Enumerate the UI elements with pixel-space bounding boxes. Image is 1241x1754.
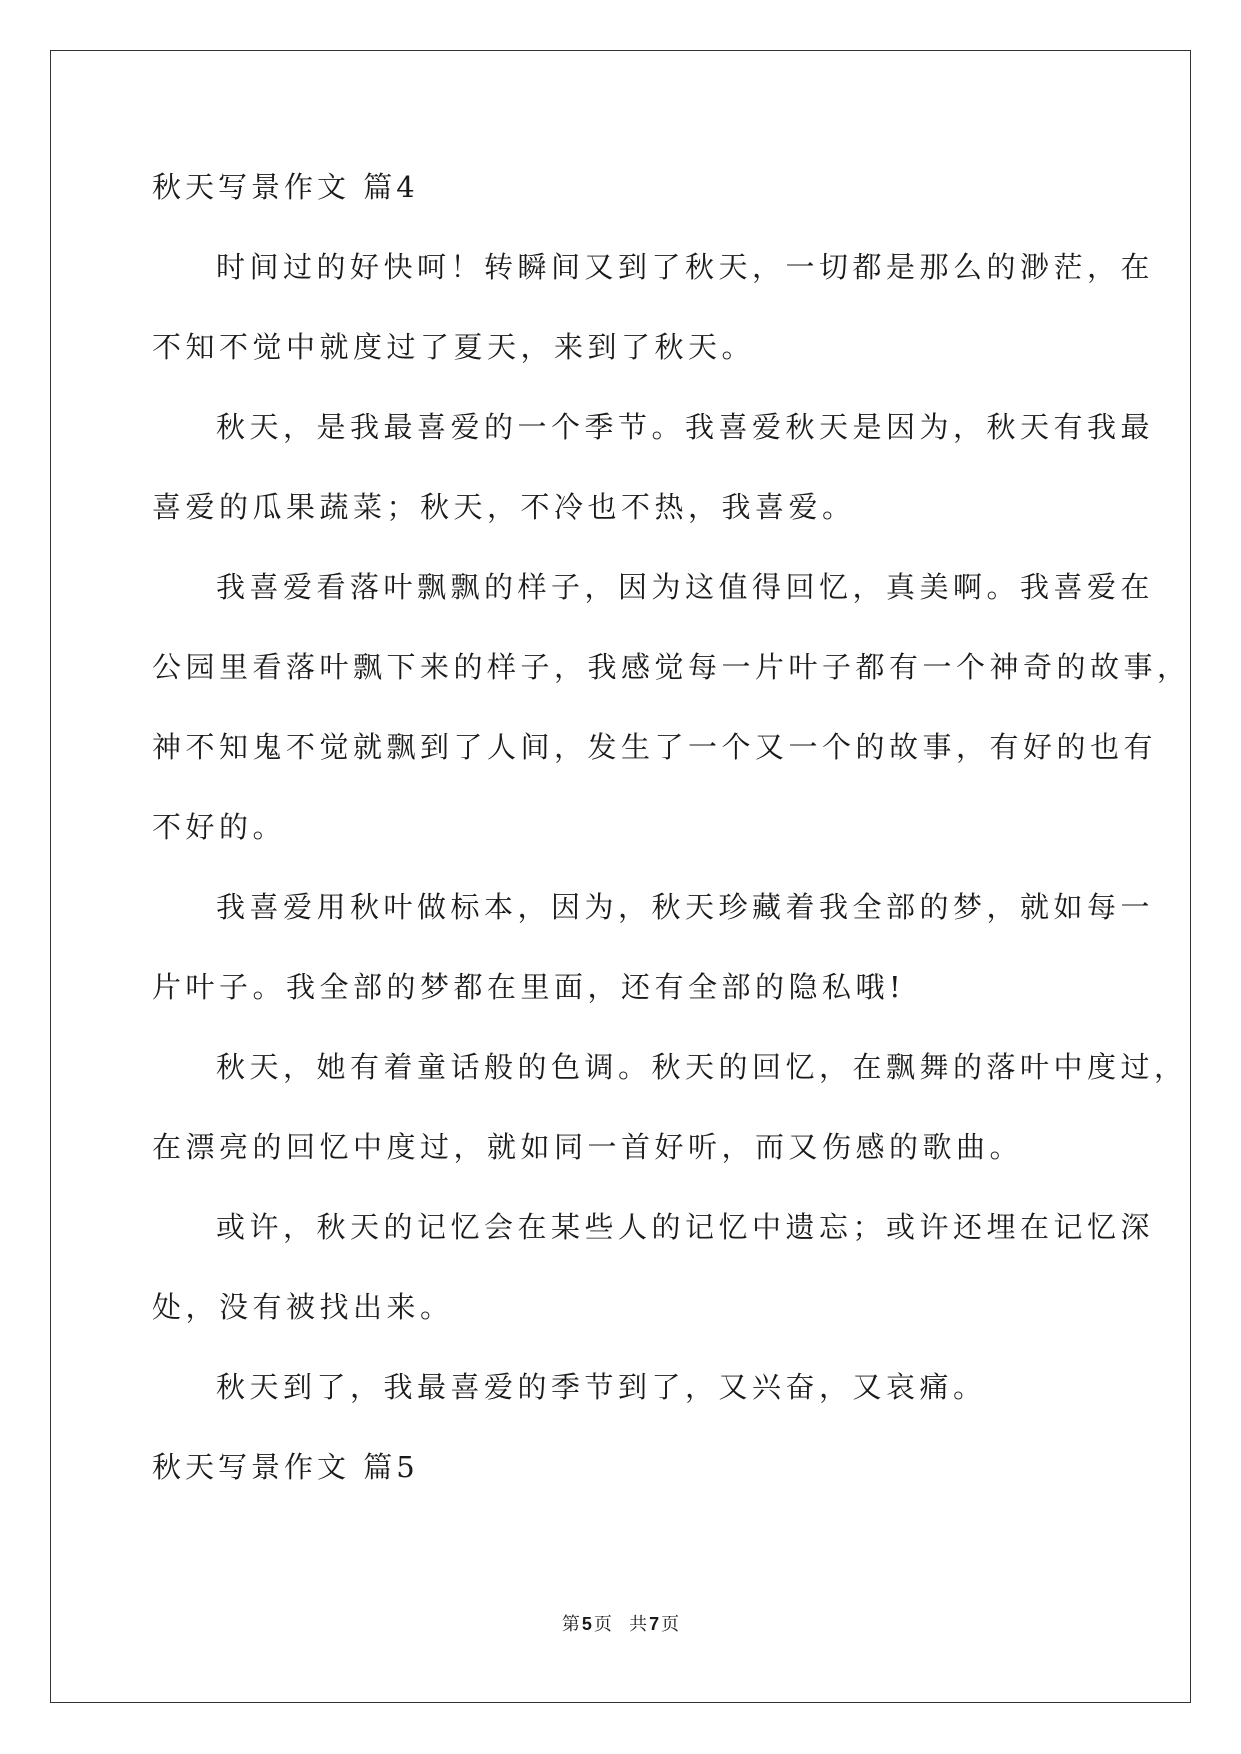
paragraph-line: 秋天，是我最喜爱的一个季节。我喜爱秋天是因为，秋天有我最 <box>216 410 1155 444</box>
paragraph-line: 秋天，她有着童话般的色调。秋天的回忆，在飘舞的落叶中度过， <box>216 1050 1188 1084</box>
paragraph-line: 处，没有被找出来。 <box>152 1290 454 1324</box>
paragraph-line: 神不知鬼不觉就飘到了人间，发生了一个又一个的故事，有好的也有 <box>152 730 1158 764</box>
paragraph-line: 不知不觉中就度过了夏天，来到了秋天。 <box>152 330 756 364</box>
footer-total-pages: 7 <box>649 1614 660 1634</box>
paragraph-line: 或许，秋天的记忆会在某些人的记忆中遗忘；或许还埋在记忆深 <box>216 1210 1155 1244</box>
paragraph-line: 时间过的好快呵！转瞬间又到了秋天，一切都是那么的渺茫，在 <box>216 250 1155 284</box>
paragraph-line: 秋天到了，我最喜爱的季节到了，又兴奋，又哀痛。 <box>216 1370 987 1404</box>
footer-page-number: 5 <box>581 1614 592 1634</box>
paragraph-line: 公园里看落叶飘下来的样子，我感觉每一片叶子都有一个神奇的故事， <box>152 650 1191 684</box>
page-footer <box>0 1612 1241 1637</box>
footer-suffix: 页 <box>661 1614 680 1635</box>
paragraph-line: 我喜爱用秋叶做标本，因为，秋天珍藏着我全部的梦，就如每一 <box>216 890 1155 924</box>
paragraph-line: 在漂亮的回忆中度过，就如同一首好听，而又伤感的歌曲。 <box>152 1130 1024 1164</box>
paragraph-line: 喜爱的瓜果蔬菜；秋天，不冷也不热，我喜爱。 <box>152 490 856 524</box>
paragraph-line: 不好的。 <box>152 810 287 844</box>
paragraph-line: 片叶子。我全部的梦都在里面，还有全部的隐私哦! <box>152 970 906 1004</box>
footer-prefix: 第 <box>561 1614 580 1635</box>
footer-middle: 页 共 <box>593 1614 648 1635</box>
section-heading-5: 秋天写景作文 篇5 <box>152 1450 419 1484</box>
section-heading-4: 秋天写景作文 篇4 <box>152 170 419 204</box>
paragraph-line: 我喜爱看落叶飘飘的样子，因为这值得回忆，真美啊。我喜爱在 <box>216 570 1155 604</box>
